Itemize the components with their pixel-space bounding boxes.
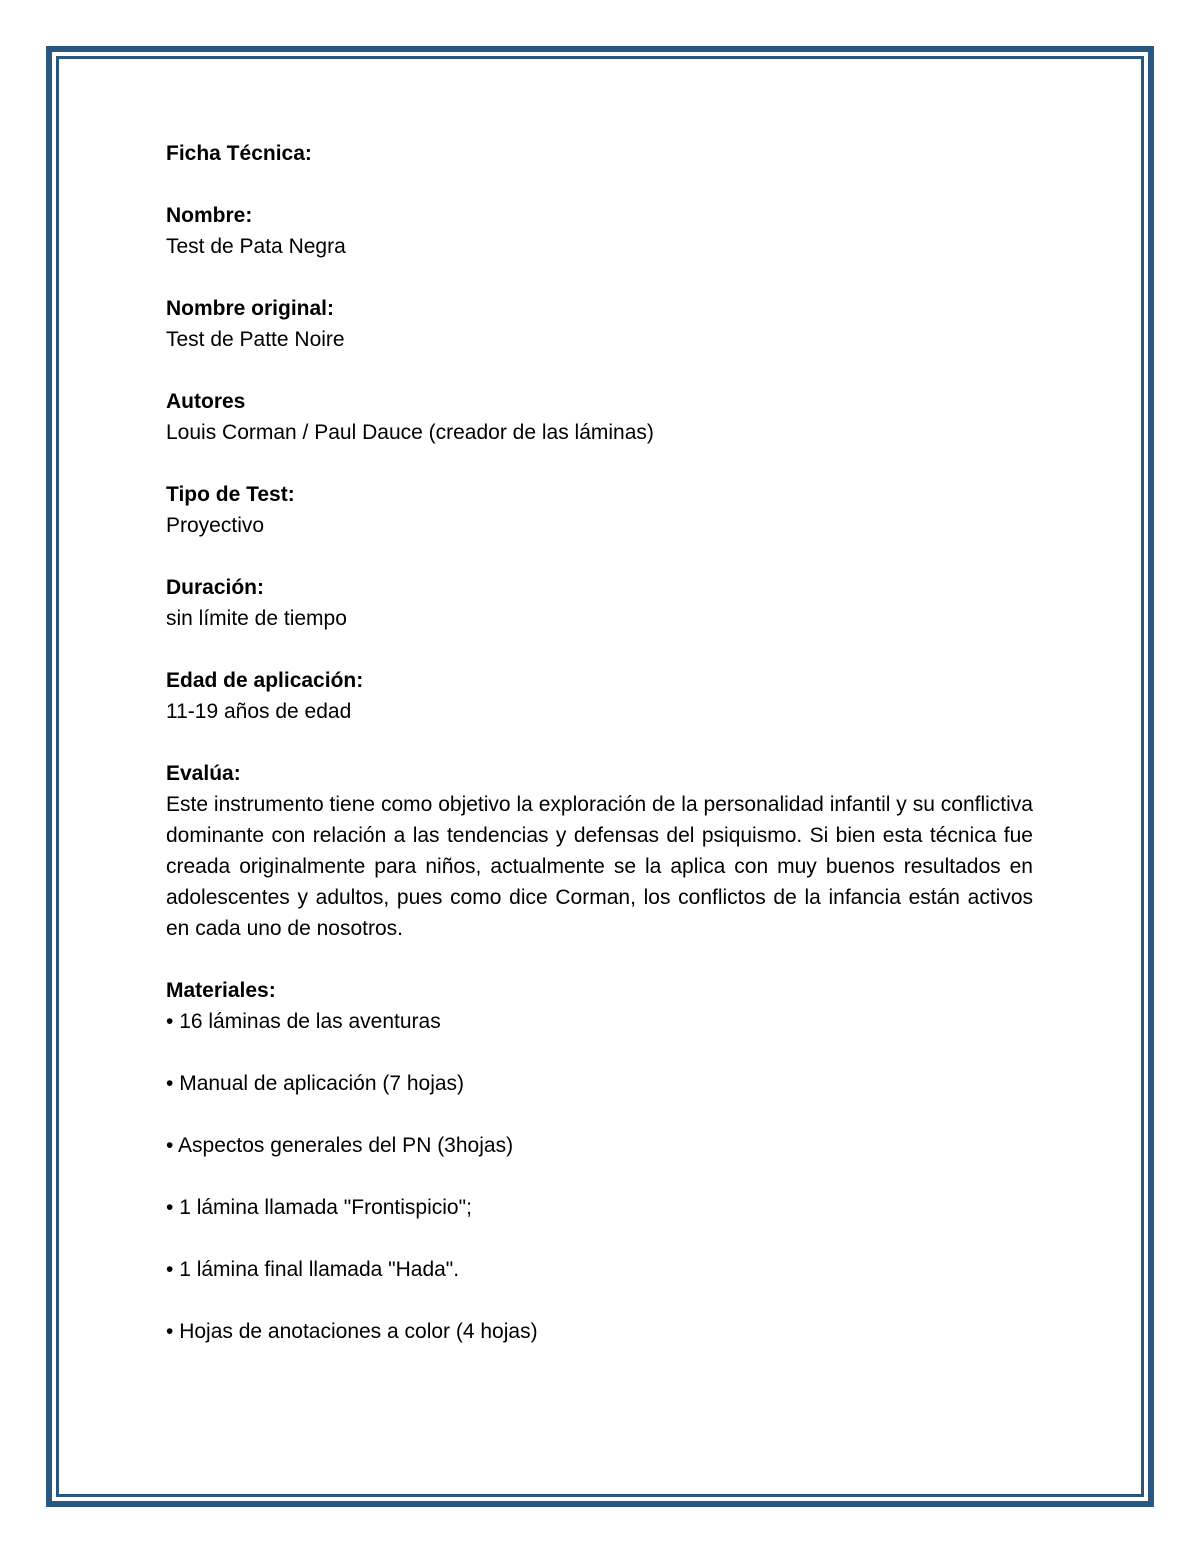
list-item	[166, 1316, 1033, 1347]
document-title: Ficha Técnica:	[166, 142, 312, 165]
field-value: 11-19 años de edad	[166, 700, 352, 723]
field-value: Este instrumento tiene como objetivo la exploración de la personalidad infantil y su conflictiva dominante con relación a las tendencias y defensas del psiquismo. Si bien esta técnica fue creada originalmente para niños, actualmente se la aplica con muy buenos resultados en adolescentes y adultos, pues como dice Corman, los conflictos de la infancia están activos en cada uno de nosotros.	[166, 793, 1033, 940]
field-label: Materiales:	[166, 979, 276, 1002]
list-item-text: Manual de aplicación (7 hojas)	[179, 1072, 465, 1095]
list-item	[166, 1006, 1033, 1037]
list-item	[166, 1254, 1033, 1285]
bullet: •	[166, 1320, 174, 1343]
field-tipo-de-test	[166, 479, 1033, 541]
field-label: Autores	[166, 390, 246, 413]
field-value: sin límite de tiempo	[166, 607, 347, 630]
field-value: Test de Patte Noire	[166, 328, 345, 351]
field-value: Proyectivo	[166, 514, 265, 537]
bullet: •	[166, 1196, 174, 1219]
field-nombre	[166, 200, 1033, 262]
field-label: Nombre:	[166, 204, 253, 227]
field-materiales	[166, 975, 1033, 1347]
materials-list	[166, 1006, 1033, 1347]
bullet: •	[166, 1072, 174, 1095]
list-item-text: 1 lámina llamada "Frontispicio";	[179, 1196, 472, 1219]
bullet: •	[166, 1134, 174, 1157]
bullet: •	[166, 1010, 174, 1033]
list-item	[166, 1192, 1033, 1223]
field-value: Test de Pata Negra	[166, 235, 346, 258]
field-label: Duración:	[166, 576, 265, 599]
list-item-text: Hojas de anotaciones a color (4 hojas)	[179, 1320, 538, 1343]
field-duracion	[166, 572, 1033, 634]
list-item	[166, 1130, 1033, 1161]
field-label: Tipo de Test:	[166, 483, 295, 506]
list-item-text: 1 lámina final llamada "Hada".	[179, 1258, 460, 1281]
bullet: •	[166, 1258, 174, 1281]
field-edad-de-aplicacion	[166, 665, 1033, 727]
list-item	[166, 1068, 1033, 1099]
list-item-text: Aspectos generales del PN (3hojas)	[178, 1134, 514, 1157]
field-evalua	[166, 758, 1033, 944]
field-nombre-original	[166, 293, 1033, 355]
field-label: Edad de aplicación:	[166, 669, 364, 692]
field-value: Louis Corman / Paul Dauce (creador de las láminas)	[166, 421, 654, 444]
field-label: Evalúa:	[166, 762, 241, 785]
list-item-text: 16 láminas de las aventuras	[179, 1010, 441, 1033]
field-label: Nombre original:	[166, 297, 335, 320]
field-autores	[166, 386, 1033, 448]
document-body	[166, 138, 1033, 1378]
